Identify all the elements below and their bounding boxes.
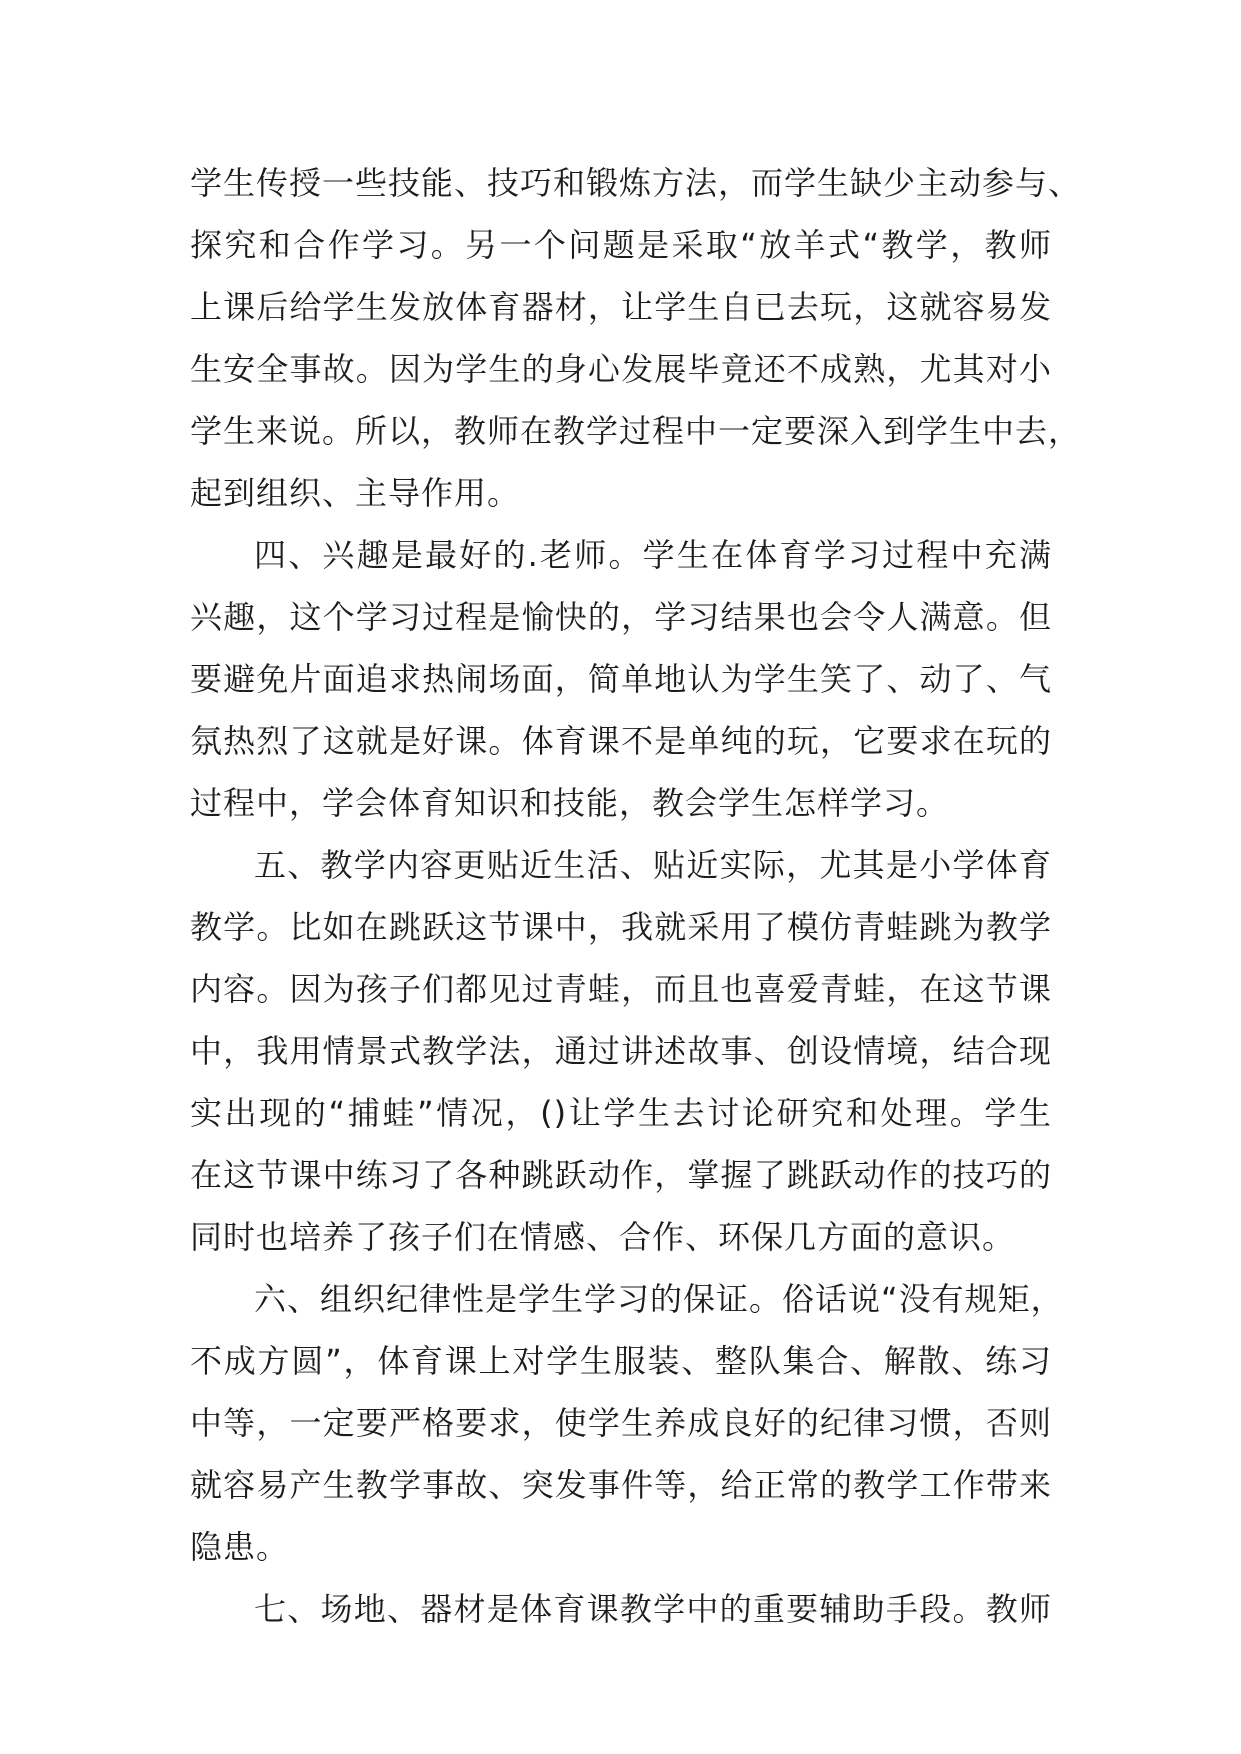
text-line: 氛热烈了这就是好课。体育课不是单纯的玩，它要求在玩的 <box>190 722 1052 760</box>
text-line: 探究和合作学习。另一个问题是采取“放羊式“教学，教师 <box>190 226 1052 264</box>
text-line: 生安全事故。因为学生的身心发展毕竟还不成熟，尤其对小 <box>190 350 1052 388</box>
text-line: 同时也培养了孩子们在情感、合作、环保几方面的意识。 <box>190 1218 1016 1256</box>
text-line: 不成方圆”，体育课上对学生服装、整队集合、解散、练习 <box>190 1342 1052 1380</box>
paragraph-continuation <box>190 152 1082 524</box>
text-line: 四、兴趣是最好的.老师。学生在体育学习过程中充满 <box>254 536 1052 574</box>
text-line: 实出现的“捕蛙”情况，()让学生去讨论研究和处理。学生 <box>190 1094 1052 1132</box>
text-line: 教学。比如在跳跃这节课中，我就采用了模仿青蛙跳为教学 <box>190 908 1052 946</box>
text-line: 中，我用情景式教学法，通过讲述故事、创设情境，结合现 <box>190 1032 1052 1070</box>
text-line: 上课后给学生发放体育器材，让学生自已去玩，这就容易发 <box>190 288 1052 326</box>
text-line: 兴趣，这个学习过程是愉快的，学习结果也会令人满意。但 <box>190 598 1052 636</box>
text-line: 要避免片面追求热闹场面，简单地认为学生笑了、动了、气 <box>190 660 1052 698</box>
text-line: 隐患。 <box>190 1528 290 1566</box>
text-line: 七、场地、器材是体育课教学中的重要辅助手段。教师 <box>254 1590 1052 1628</box>
paragraph-six <box>190 1268 1064 1578</box>
text-line: 六、组织纪律性是学生学习的保证。俗话说“没有规矩， <box>254 1280 1064 1318</box>
text-line: 起到组织、主导作用。 <box>190 474 521 512</box>
text-line: 内容。因为孩子们都见过青蛙，而且也喜爱青蛙，在这节课 <box>190 970 1052 1008</box>
text-line: 学生来说。所以，教师在教学过程中一定要深入到学生中去， <box>190 412 1082 450</box>
paragraph-seven <box>190 1578 1052 1640</box>
text-line: 就容易产生教学事故、突发事件等，给正常的教学工作带来 <box>190 1466 1052 1504</box>
text-line: 五、教学内容更贴近生活、贴近实际，尤其是小学体育 <box>254 846 1052 884</box>
text-line: 在这节课中练习了各种跳跃动作，掌握了跳跃动作的技巧的 <box>190 1156 1052 1194</box>
document-body <box>190 152 1082 1640</box>
text-line: 过程中，学会体育知识和技能，教会学生怎样学习。 <box>190 784 950 822</box>
paragraph-five <box>190 834 1052 1268</box>
paragraph-four <box>190 524 1052 834</box>
text-line: 中等，一定要严格要求，使学生养成良好的纪律习惯，否则 <box>190 1404 1052 1442</box>
text-line: 学生传授一些技能、技巧和锻炼方法，而学生缺少主动参与、 <box>190 164 1082 202</box>
